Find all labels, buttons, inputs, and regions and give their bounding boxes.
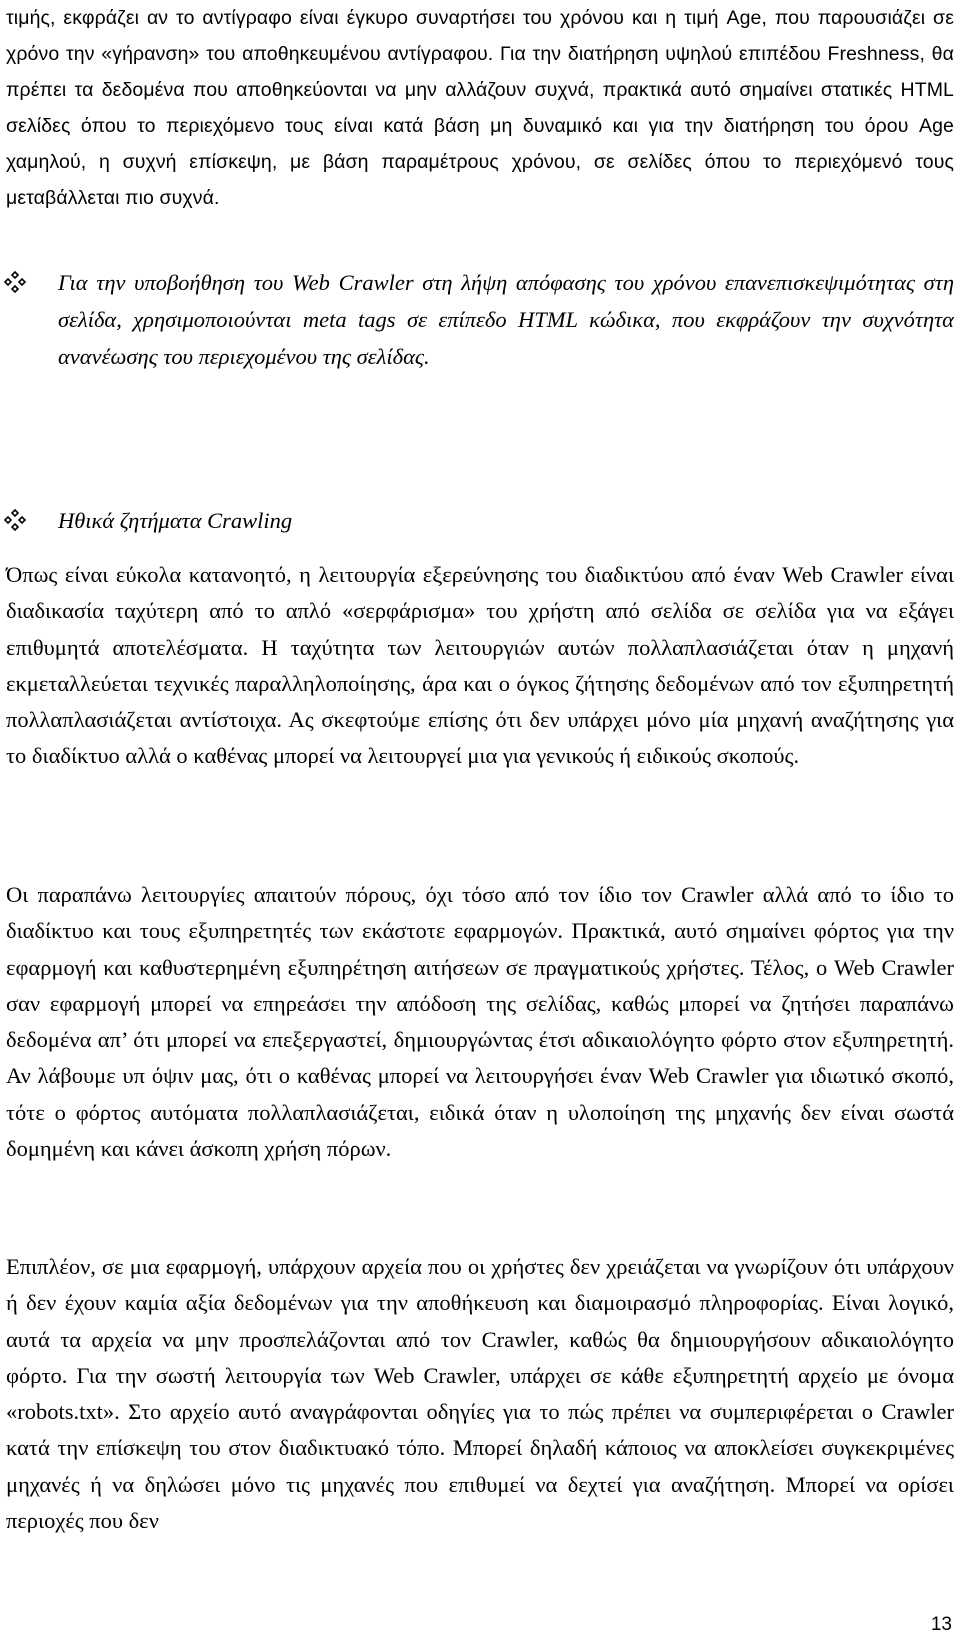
bullet-text: Για την υποβοήθηση του Web Crawler στη λήψη απόφασης του χρόνου επανεπισκεψιμότητας στη σελίδα, χρησιμοποιούνται meta tags σε επίπεδο HTML κώδικα, που εκφράζουν την συχνότητα ανανέωσης του περιεχομένου της σελίδας.	[58, 270, 954, 369]
section-heading-ethics	[58, 502, 954, 539]
page-number: 13	[930, 1614, 952, 1635]
bullet-item-meta-tags	[58, 264, 954, 375]
four-diamond-bullet-icon	[4, 271, 26, 293]
section-heading-text: Ηθικά ζητήματα Crawling	[58, 508, 293, 533]
paragraph-robots-txt: Επιπλέον, σε μια εφαρμογή, υπάρχουν αρχεία που οι χρήστες δεν χρειάζεται να γνωρίζουν ότι υπάρχουν ή δεν έχουν καμία αξία δεδομένων για την αποθήκευση και διαμοιρασμό πληροφορίας. Είναι λογικό, αυτά τα αρχεία να μην προσπελάζονται από τον Crawler, καθώς θα δημιουργήσουν αδικαιολόγητο φόρτο. Για την σωστή λειτουργία των Web Crawler, υπάρχει σε κάθε εξυπηρετητή αρχείο με όνομα «robots.txt». Στο αρχείο αυτό αναγράφονται οδηγίες για το πώς πρέπει να συμπεριφέρεται ο Crawler κατά την επίσκεψη του στον διαδικτυακό τόπο. Μπορεί δηλαδή κάποιος να αποκλείσει συγκεκριμένες μηχανές ή να δηλώσει μόνο τις μηχανές που επιθυμεί να δεχτεί για αναζήτηση. Μπορεί να ορίσει περιοχές που δεν	[6, 1254, 954, 1534]
intro-paragraph: τιμής, εκφράζει αν το αντίγραφο είναι έγκυρο συναρτήσει του χρόνου και η τιμή Age, που παρουσιάζει σε χρόνο την «γήρανση» του αποθηκευμένου αντίγραφου. Για την διατήρηση υψηλού επιπέδου Freshness, θα πρέπει τα δεδομένα που αποθηκεύονται να μην αλλάζουν συχνά, πρακτικά αυτό σημαίνει στατικές HTML σελίδες όπου το περιεχόμενο τους είναι κατά βάση μη δυναμικό και για την διατήρηση του όρου Age χαμηλού, η συχνή επίσκεψη, με βάση παραμέτρους χρόνου, σε σελίδες όπου το περιεχόμενό τους μεταβάλλεται πιο συχνά.	[6, 7, 954, 209]
paragraph-crawling-speed: Όπως είναι εύκολα κατανοητό, η λειτουργία εξερεύνησης του διαδικτύου από έναν Web Crawler είναι διαδικασία ταχύτερη από το απλό «σερφάρισμα» του χρήστη από σελίδα σε σελίδα για να εξάγει επιθυμητά αποτελέσματα. Η ταχύτητα των λειτουργιών αυτών πολλαπλασιάζεται όταν η μηχανή εκμεταλλεύεται τεχνικές παραλληλοποίησης, άρα και ο όγκος ζήτησης δεδομένων από τον εξυπηρετητή πολλαπλασιάζεται αντίστοιχα. Ας σκεφτούμε επίσης ότι δεν υπάρχει μόνο μία μηχανή αναζήτησης για το διαδίκτυο αλλά ο καθένας μπορεί να λειτουργεί μια για γενικούς ή ειδικούς σκοπούς.	[6, 562, 954, 769]
paragraph-resources: Οι παραπάνω λειτουργίες απαιτούν πόρους, όχι τόσο από τον ίδιο τον Crawler αλλά από το ίδιο το διαδίκτυο και τους εξυπηρετητές των εκάστοτε εφαρμογών. Πρακτικά, αυτό σημαίνει φόρτος για την εφαρμογή και καθυστερημένη εξυπηρέτηση αιτήσεων σε πραγματικούς χρήστες. Τέλος, ο Web Crawler σαν εφαρμογή μπορεί να επηρεάσει την απόδοση της σελίδας, καθώς μπορεί να ζητήσει παραπάνω δεδομένα απ’ ότι μπορεί να επεξεργαστεί, δημιουργώντας έτσι αδικαιολόγητο φόρτο στον εξυπηρετητή. Αν λάβουμε υπ όψιν μας, ότι ο καθένας μπορεί να λειτουργήσει έναν Web Crawler για ιδιωτικό σκοπό, τότε ο φόρτος αυτόματα πολλαπλασιάζεται, ειδικά όταν η υλοποίηση της μηχανής δεν είναι σωστά δομημένη και κάνει άσκοπη χρήση πόρων.	[6, 882, 954, 1162]
four-diamond-bullet-icon	[4, 509, 26, 531]
